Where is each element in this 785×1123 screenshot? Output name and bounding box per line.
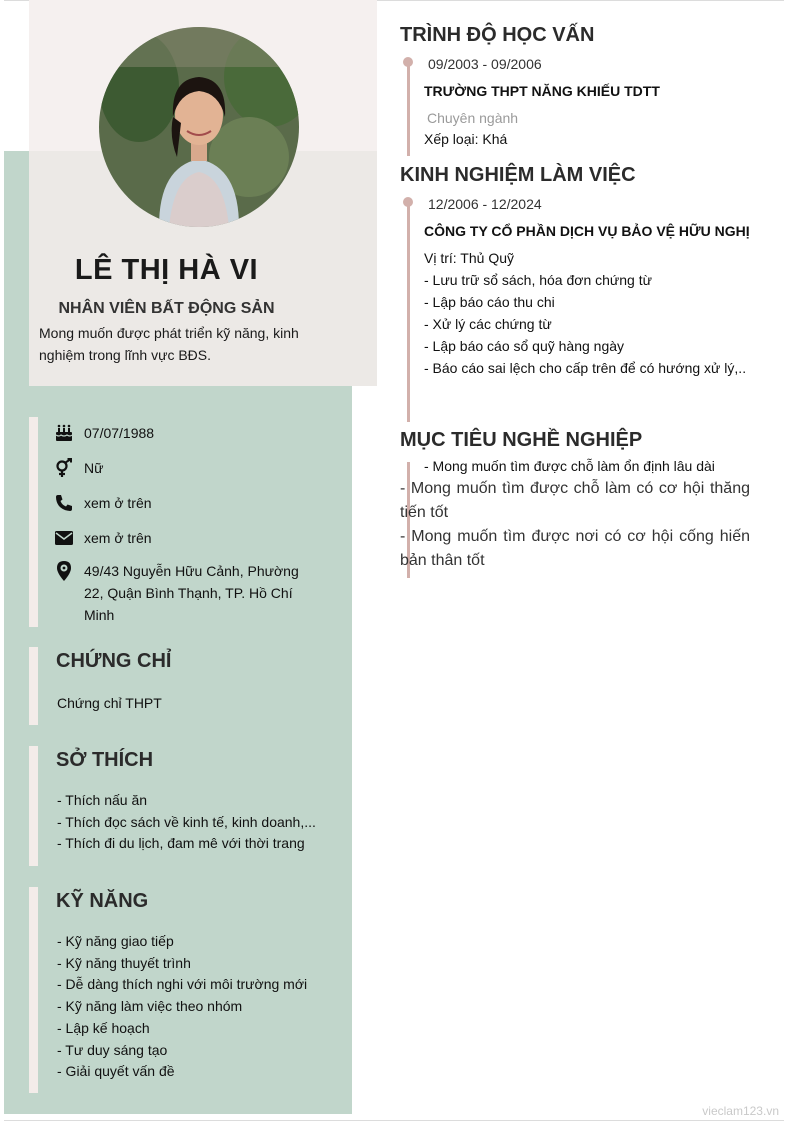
profile-objective: Mong muốn được phát triển kỹ năng, kinh nghiệm trong lĩnh vực BĐS. bbox=[39, 325, 299, 363]
hobbies-title: SỞ THÍCH bbox=[56, 749, 154, 771]
list-item: - Lập báo cáo sổ quỹ hàng ngày bbox=[424, 338, 625, 354]
contact-email bbox=[53, 527, 323, 549]
contact-birthday bbox=[53, 422, 323, 444]
hobbies-accent-bar bbox=[29, 746, 38, 866]
experience-title: KINH NGHIỆM LÀM VIỆC bbox=[400, 164, 636, 186]
list-item: - Báo cáo sai lệch cho cấp trên để có hướng xử lý,.. bbox=[424, 360, 747, 376]
gender-value: Nữ bbox=[84, 460, 104, 476]
contact-phone bbox=[53, 492, 323, 514]
experience-timeline-line bbox=[407, 202, 410, 422]
education-date: 09/2003 - 09/2006 bbox=[428, 56, 542, 72]
mail-icon bbox=[53, 527, 75, 549]
career-goal-title: MỤC TIÊU NGHỀ NGHIỆP bbox=[400, 429, 643, 451]
skills-accent-bar bbox=[29, 887, 38, 1093]
email-value: xem ở trên bbox=[84, 530, 152, 546]
education-school: TRƯỜNG THPT NĂNG KHIẾU TDTT bbox=[424, 83, 660, 99]
location-pin-icon bbox=[53, 560, 75, 582]
list-item: - Kỹ năng giao tiếp bbox=[57, 933, 174, 949]
list-item: - Xử lý các chứng từ bbox=[424, 316, 552, 332]
watermark: vieclam123.vn bbox=[702, 1104, 779, 1118]
education-title: TRÌNH ĐỘ HỌC VẤN bbox=[400, 24, 595, 46]
career-goal-line-2: - Mong muốn tìm được chỗ làm có cơ hội thăng tiến tốt bbox=[400, 480, 750, 521]
list-item: - Thích nấu ăn bbox=[57, 792, 148, 808]
hobbies-list bbox=[57, 790, 332, 855]
experience-timeline-dot bbox=[403, 197, 413, 207]
phone-value: xem ở trên bbox=[84, 495, 152, 511]
contact-address bbox=[53, 560, 323, 626]
phone-icon bbox=[53, 492, 75, 514]
profile-job-title: NHÂN VIÊN BẤT ĐỘNG SẢN bbox=[58, 300, 275, 317]
education-timeline-line bbox=[407, 62, 410, 156]
certificates-title: CHỨNG CHỈ bbox=[56, 650, 172, 672]
list-item: - Lập báo cáo thu chi bbox=[424, 294, 555, 310]
skills-list bbox=[57, 931, 332, 1083]
list-item: Vị trí: Thủ Quỹ bbox=[424, 250, 514, 266]
list-item: Chứng chỉ THPT bbox=[57, 695, 162, 711]
experience-details bbox=[424, 247, 758, 379]
list-item: - Thích đi du lịch, đam mê với thời trang bbox=[57, 835, 305, 852]
address-value: 49/43 Nguyễn Hữu Cảnh, Phường 22, Quận Bình Thạnh, TP. Hồ Chí Minh bbox=[84, 563, 299, 623]
education-timeline-dot bbox=[403, 57, 413, 67]
list-item: - Giải quyết vấn đề bbox=[57, 1063, 175, 1080]
certificates-list bbox=[57, 693, 332, 715]
birthday-value: 07/07/1988 bbox=[84, 425, 155, 441]
experience-date: 12/2006 - 12/2024 bbox=[428, 196, 542, 212]
cake-icon bbox=[53, 422, 75, 444]
list-item: - Lập kế hoạch bbox=[57, 1019, 150, 1036]
list-item: - Lưu trữ sổ sách, hóa đơn chứng từ bbox=[424, 272, 652, 288]
gender-icon bbox=[53, 457, 75, 479]
education-grade: Xếp loại: Khá bbox=[424, 131, 508, 147]
avatar bbox=[99, 27, 299, 227]
skills-title: KỸ NĂNG bbox=[56, 890, 149, 912]
experience-company: CÔNG TY CỔ PHẦN DỊCH VỤ BẢO VỆ HỮU NGHỊ bbox=[424, 223, 750, 239]
profile-name: LÊ THỊ HÀ VI bbox=[74, 254, 259, 286]
contact-gender bbox=[53, 457, 323, 479]
contact-accent-bar bbox=[29, 417, 38, 627]
education-major: Chuyên ngành bbox=[427, 110, 519, 126]
career-goal-line-3: - Mong muốn tìm được nơi có cơ hội cống hiến bản thân tốt bbox=[400, 528, 750, 569]
career-goal-line-1: - Mong muốn tìm được chỗ làm ổn định lâu dài bbox=[424, 458, 715, 474]
list-item: - Kỹ năng thuyết trình bbox=[57, 954, 191, 971]
list-item: - Thích đọc sách về kinh tế, kinh doanh,... bbox=[57, 813, 316, 830]
certificates-accent-bar bbox=[29, 647, 38, 725]
list-item: - Tư duy sáng tạo bbox=[57, 1041, 168, 1058]
list-item: - Dễ dàng thích nghi với môi trường mới bbox=[57, 976, 308, 993]
list-item: - Kỹ năng làm việc theo nhóm bbox=[57, 998, 243, 1015]
